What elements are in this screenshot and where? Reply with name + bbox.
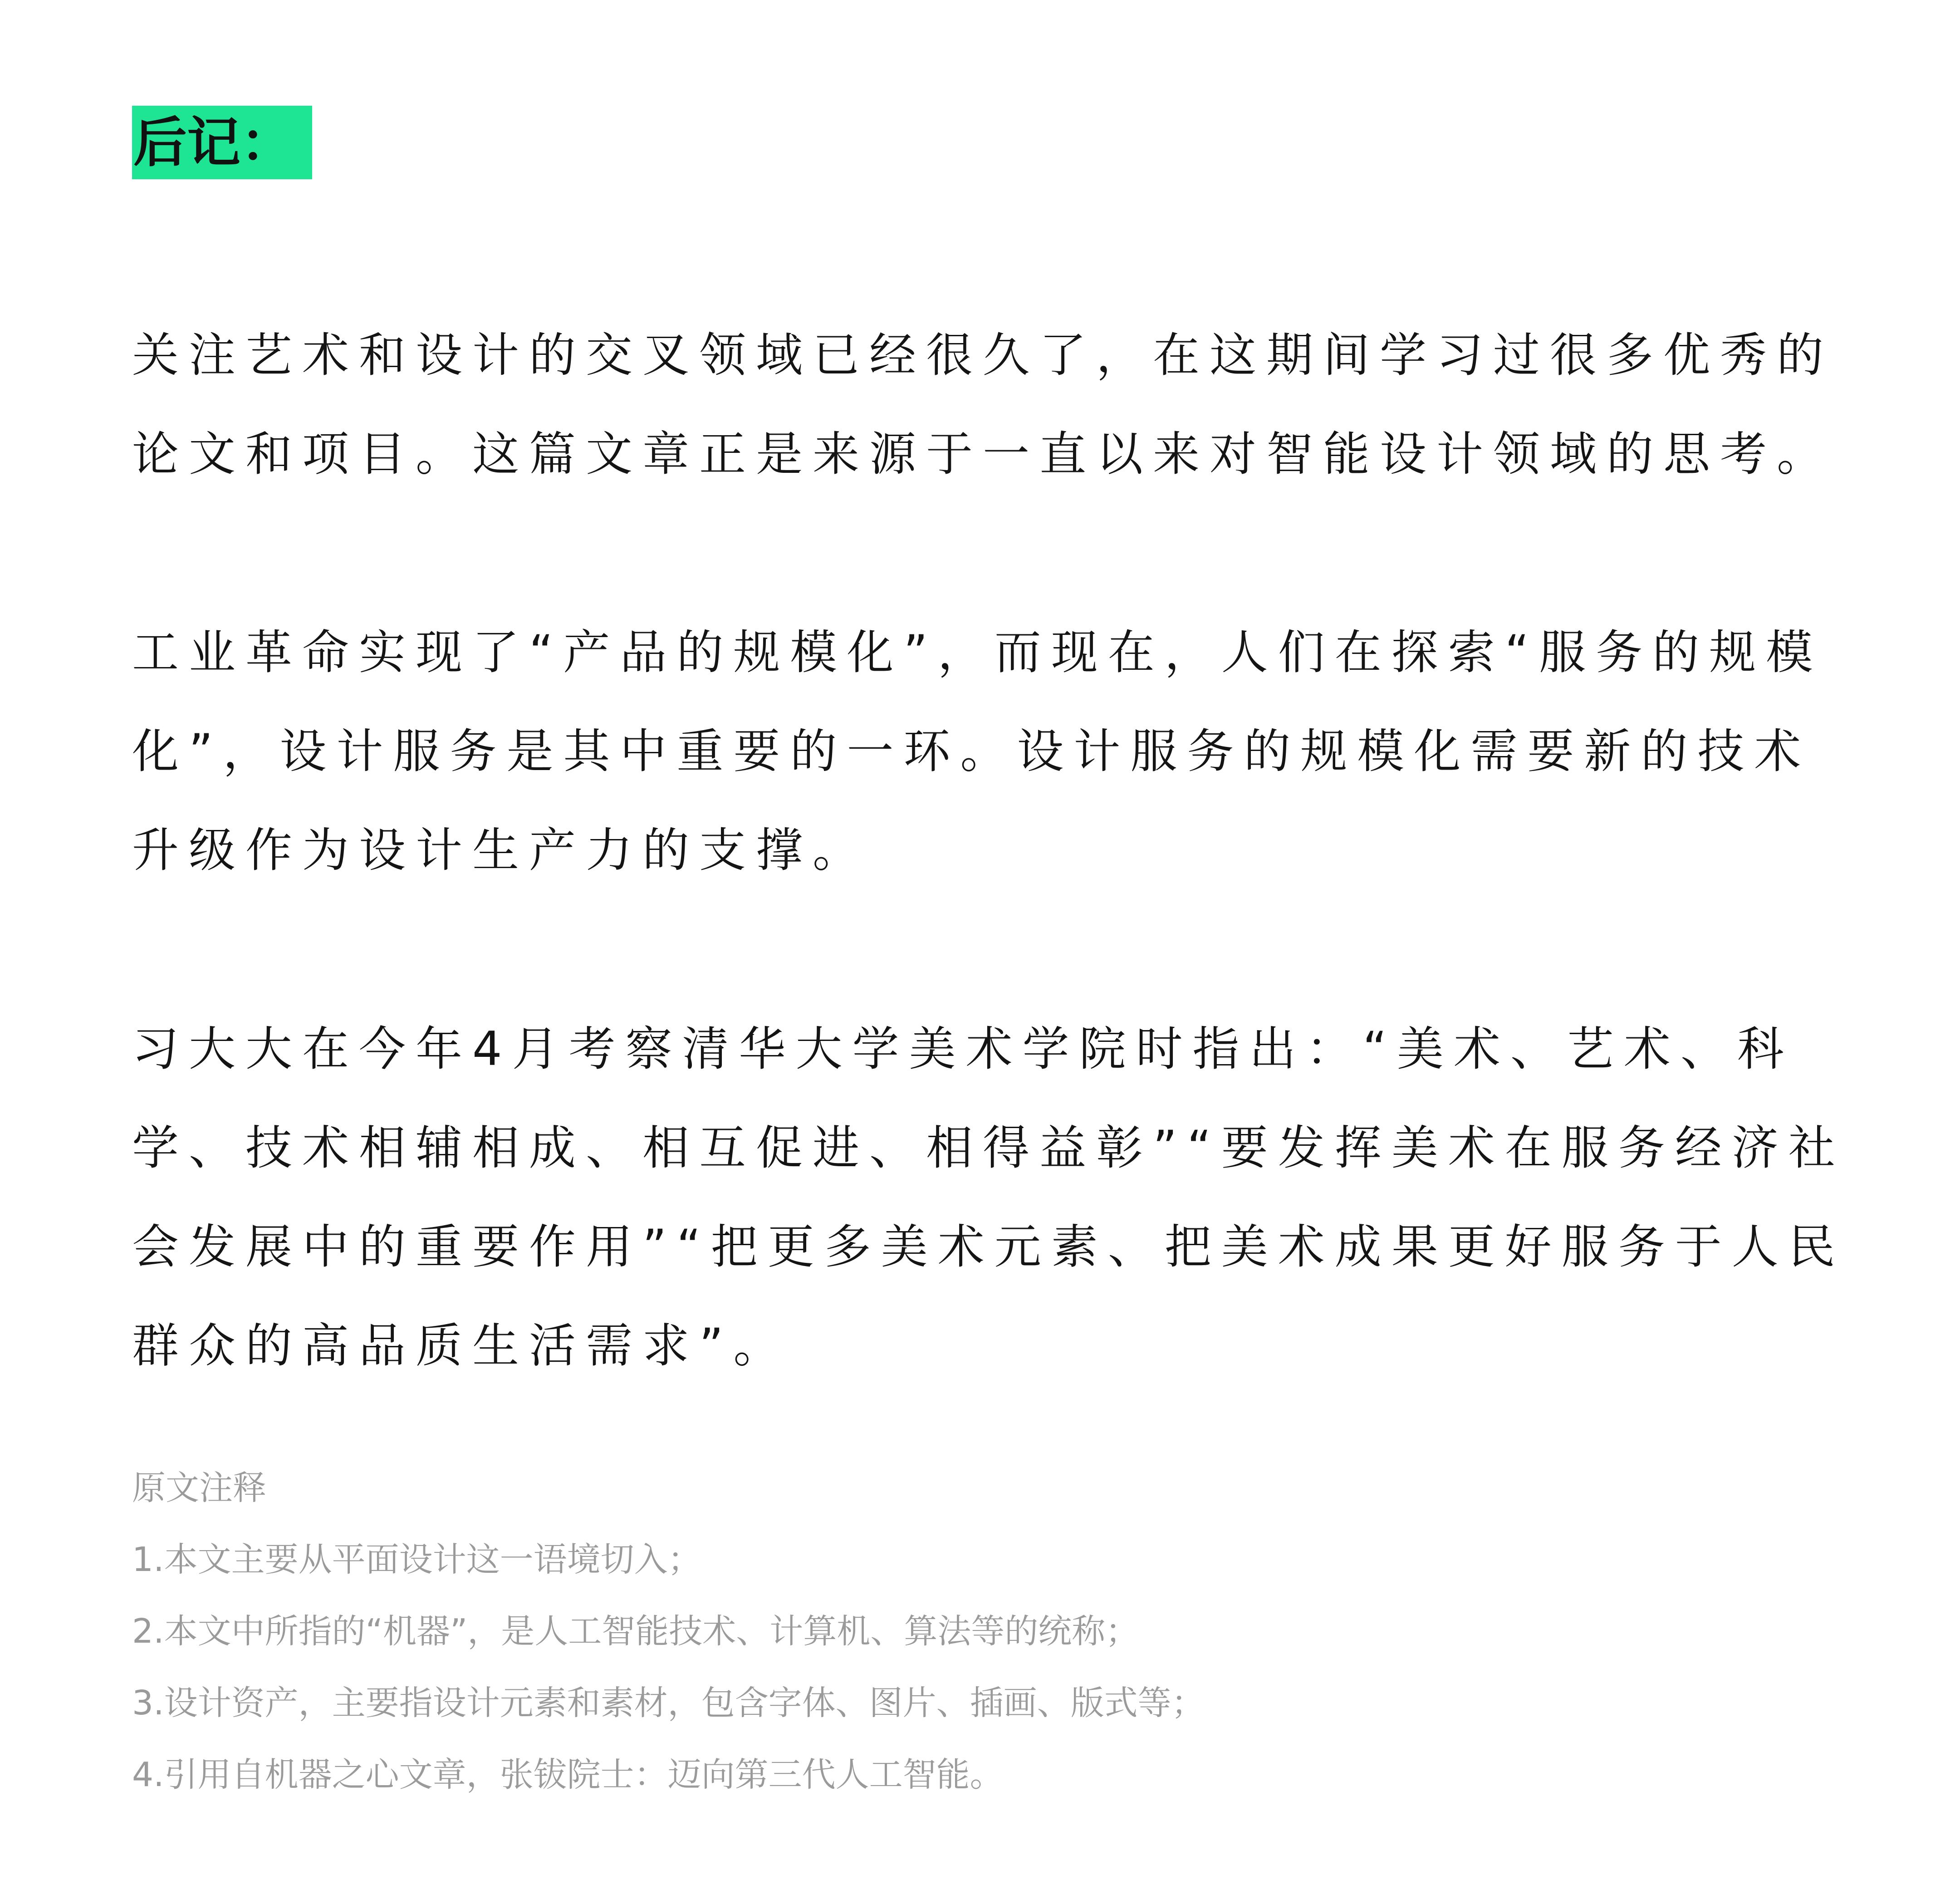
paragraph-2 (132, 603, 1838, 900)
footnotes (132, 1452, 1838, 1811)
footnotes-title: 原文注释 (132, 1468, 266, 1507)
paragraph-line: 升级作为设计生产力的支撑。 (132, 823, 869, 878)
paragraph-line: 会发展中的重要作用”“把更多美术元素、把美术成果更好服务于人民 (132, 1220, 1845, 1274)
paragraph-line: 论文和项目。这篇文章正是来源于一直以来对智能设计领域的思考。 (132, 427, 1833, 481)
paragraph-line: 群众的高品质生活需求”。 (132, 1319, 790, 1373)
paragraph-line: 化”，设计服务是其中重要的一环。设计服务的规模化需要新的技术 (132, 724, 1811, 779)
paragraph-3 (132, 1000, 1845, 1395)
footnote-item: 3.设计资产，主要指设计元素和素材，包含字体、图片、插画、版式等； (132, 1684, 1205, 1723)
paragraph-line: 学、技术相辅相成、相互促进、相得益彰”“要发挥美术在服务经济社 (132, 1121, 1845, 1175)
paragraph-line: 工业革命实现了“产品的规模化”，而现在，人们在探索“服务的规模 (132, 625, 1823, 680)
paragraph-1 (132, 306, 1838, 504)
paragraph-line: 关注艺术和设计的交叉领域已经很久了，在这期间学习过很多优秀的 (132, 328, 1833, 383)
footnote-item: 4.引用自机器之心文章，张钹院士：迈向第三代人工智能。 (132, 1755, 1004, 1794)
footnote-item: 1.本文主要从平面设计这一语境切入； (132, 1540, 701, 1579)
section-heading: 后记： (132, 106, 312, 179)
footnote-item: 2.本文中所指的“机器”，是人工智能技术、计算机、算法等的统称； (132, 1612, 1139, 1651)
paragraph-line: 习大大在今年4月考察清华大学美术学院时指出：“美术、艺术、科 (132, 1022, 1794, 1076)
